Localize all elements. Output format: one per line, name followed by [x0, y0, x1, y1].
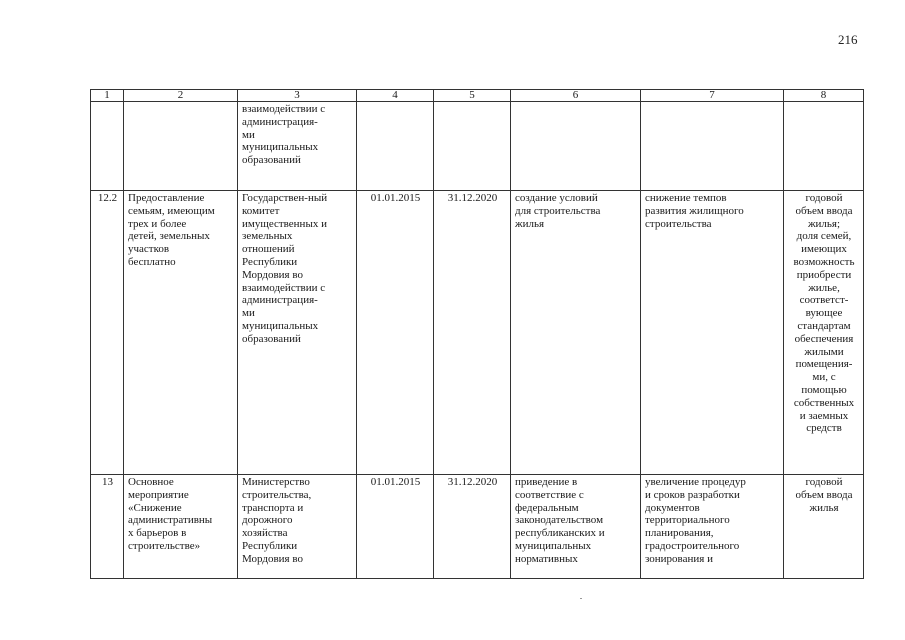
consequences-cell: снижение темпов развития жилищного строительства: [641, 191, 784, 475]
row-number-cell: [91, 102, 124, 191]
header-cell-6: 6: [511, 90, 641, 102]
indicator-cell: [784, 102, 864, 191]
header-cell-3: 3: [238, 90, 357, 102]
header-cell-2: 2: [124, 90, 238, 102]
indicator-cell: годовой объем ввода жилья; доля семей, имеющих возможность приобрести жилье, соответст- вующее стандартам обеспечения жилыми помещения- ми, с помощью собственных и заемных средств: [784, 191, 864, 475]
end-date-cell: 31.12.2020: [434, 191, 511, 475]
program-activities-table: [90, 89, 864, 579]
scan-artifact: [580, 598, 582, 599]
header-cell-1: 1: [91, 90, 124, 102]
end-date-cell: [434, 102, 511, 191]
consequences-cell: [641, 102, 784, 191]
header-cell-4: 4: [357, 90, 434, 102]
activity-name-cell: Основное мероприятие «Снижение административны х барьеров в строительстве»: [124, 475, 238, 579]
expected-result-cell: [511, 102, 641, 191]
page-number: 216: [838, 32, 858, 47]
header-cell-8: 8: [784, 90, 864, 102]
table-row: [91, 475, 864, 579]
header-cell-7: 7: [641, 90, 784, 102]
table-row: [91, 102, 864, 191]
start-date-cell: 01.01.2015: [357, 475, 434, 579]
end-date-cell: 31.12.2020: [434, 475, 511, 579]
indicator-cell: годовой объем ввода жилья: [784, 475, 864, 579]
start-date-cell: [357, 102, 434, 191]
executor-cell: взаимодействии с администрация- ми муниципальных образований: [238, 102, 357, 191]
executor-cell: Государствен-ный комитет имущественных и земельных отношений Республики Мордовия во взаимодействии с администрация- ми муниципальных образований: [238, 191, 357, 475]
consequences-cell: увеличение процедур и сроков разработки документов территориального планирования, градостроительного зонирования и: [641, 475, 784, 579]
activity-name-cell: Предоставление семьям, имеющим трех и более детей, земельных участков бесплатно: [124, 191, 238, 475]
table-row: [91, 191, 864, 475]
executor-cell: Министерство строительства, транспорта и дорожного хозяйства Республики Мордовия во: [238, 475, 357, 579]
expected-result-cell: создание условий для строительства жилья: [511, 191, 641, 475]
start-date-cell: 01.01.2015: [357, 191, 434, 475]
column-number-header-row: [91, 90, 864, 102]
header-cell-5: 5: [434, 90, 511, 102]
activity-name-cell: [124, 102, 238, 191]
row-number-cell: 12.2: [91, 191, 124, 475]
expected-result-cell: приведение в соответствие с федеральным законодательством республиканских и муниципальных нормативных: [511, 475, 641, 579]
row-number-cell: 13: [91, 475, 124, 579]
